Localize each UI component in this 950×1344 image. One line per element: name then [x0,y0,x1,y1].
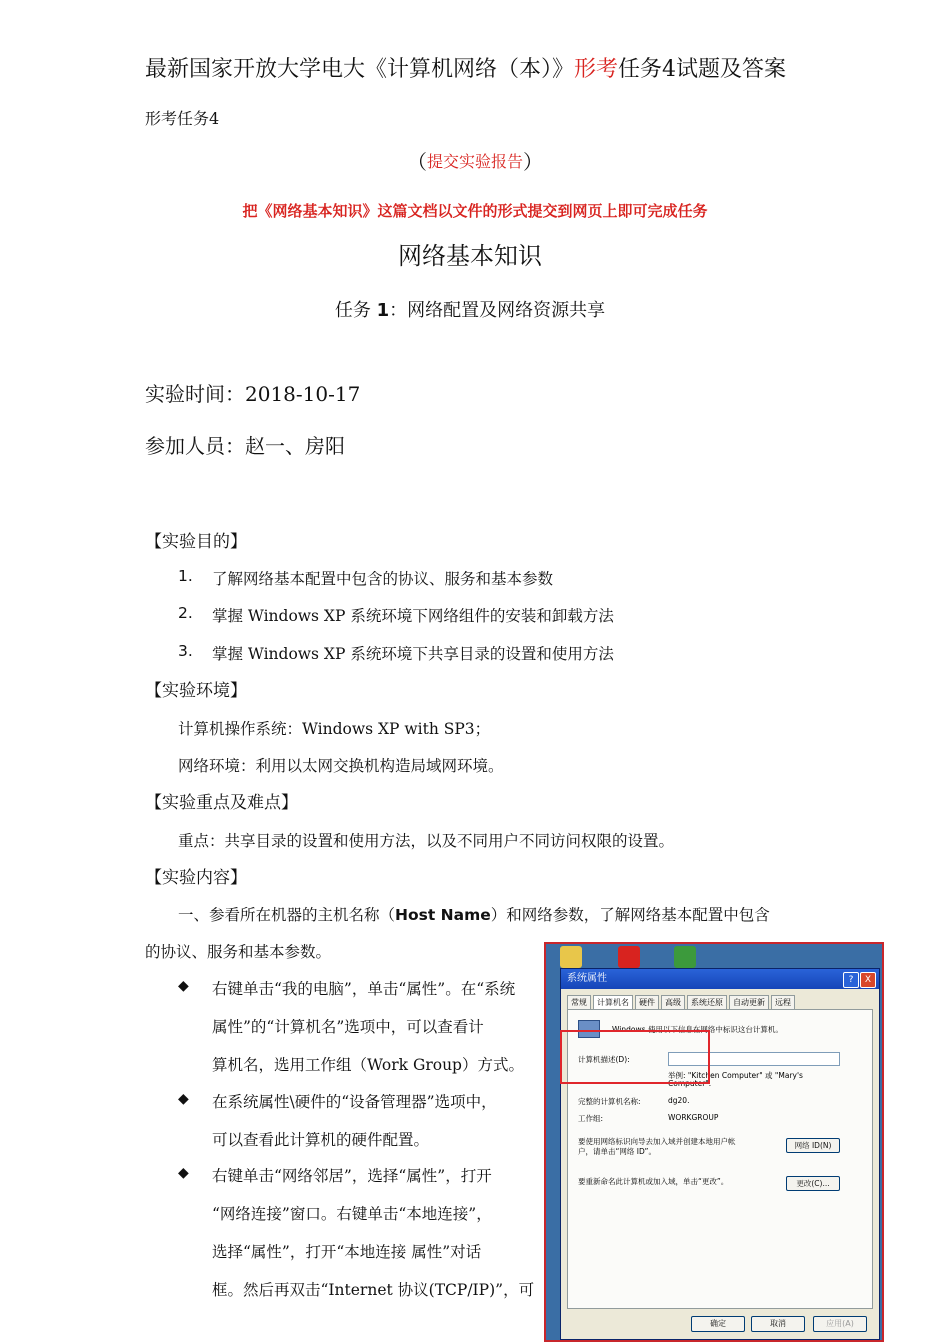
apply-button[interactable]: 应用(A) [813,1316,867,1332]
purpose-text-2: 掌握 Windows XP 系统环境下网络组件的安装和卸载方法 [212,607,614,625]
title-main: 最新国家开放大学电大《计算机网络（本）》 [145,57,575,82]
tab-remote[interactable]: 远程 [771,995,795,1010]
change-button[interactable]: 更改(C)... [786,1176,840,1191]
env-heading: 【实验环境】 [145,681,247,701]
report-open: （ [406,150,427,174]
task-title [0,296,940,322]
bullet-2-line-1: 在系统属性\硬件的“设备管理器”选项中， [212,1093,497,1111]
close-button[interactable]: X [860,972,876,988]
instruction: 把《网络基本知识》这篇文档以文件的形式提交到网页上即可完成任务 [242,202,708,220]
cancel-button[interactable]: 取消 [751,1316,805,1332]
report-label-line [0,146,950,175]
app-icon [618,946,640,968]
bullet-1-line-2: 属性”的“计算机名”选项中，可以查看计 [212,1018,484,1036]
dialog-title: 系统属性 [567,973,607,984]
fullname-label: 完整的计算机名称: [578,1097,641,1106]
key-heading: 【实验重点及难点】 [145,793,298,813]
folder-icon [560,946,582,968]
change-text: 要重新命名此计算机或加入域，单击“更改”。 [578,1177,729,1186]
content-line-2: 的协议、服务和基本参数。 [145,943,332,961]
bullet-3-symbol: ◆ [178,1165,189,1181]
ok-button[interactable]: 确定 [691,1316,745,1332]
key-line: 重点：共享目录的设置和使用方法，以及不同用户不同访问权限的设置。 [178,832,675,850]
env-line-1: 计算机操作系统：Windows XP with SP3； [178,720,491,738]
bullet-3-line-2: “网络连接”窗口。右键单击“本地连接”， [212,1205,492,1223]
dialog-tabs [567,995,795,1010]
content-heading: 【实验内容】 [145,868,247,888]
tab-hardware[interactable]: 硬件 [635,995,659,1010]
tab-system-restore[interactable]: 系统还原 [687,995,727,1010]
purpose-heading: 【实验目的】 [145,532,247,552]
bullet-1-line-1: 右键单击“我的电脑”，单击“属性”。在“系统 [212,980,516,998]
bullet-3-line-1: 右键单击“网络邻居”，选择“属性”，打开 [212,1167,492,1185]
participants: 参加人员：赵一、房阳 [145,434,345,458]
highlight-box [560,1030,710,1084]
report-label: 提交实验报告 [426,152,523,171]
bullet-3-line-4: 框。然后再双击“Internet 协议(TCP/IP)”，可 [212,1281,535,1299]
bullet-3-line-3: 选择“属性”，打开“本地连接 属性”对话 [212,1243,482,1261]
tab-general[interactable]: 常规 [567,995,591,1010]
netid-text-2: 户，请单击“网络 ID”。 [578,1147,656,1156]
network-id-button[interactable]: 网络 ID(N) [786,1138,840,1153]
experiment-time: 实验时间：2018-10-17 [145,382,361,406]
intro-text: Windows 使用以下信息在网络中标识这台计算机。 [612,1025,783,1034]
task-prefix: 任务 [334,300,371,321]
env-line-2: 网络环境：利用以太网交换机构造局域网环境。 [178,757,504,775]
netid-text-1: 要使用网络标识向导去加入域并创建本地用户帐 [578,1137,736,1146]
help-button[interactable]: ? [843,972,859,988]
fullname-value: dg20. [668,1096,690,1105]
title-red: 形考 [574,57,619,82]
dialog-titlebar [561,969,879,989]
bullet-1-line-3: 算机名，选用工作组（Work Group）方式。 [212,1056,524,1074]
purpose-num-1: 1. [178,567,193,585]
system-properties-dialog [560,968,880,1340]
subtitle: 形考任务4 [145,109,220,128]
task-number: 1 [376,300,390,321]
content-line-1-pre: 一、参看所在机器的主机名称（ [178,906,396,924]
tab-computer-name[interactable]: 计算机名 [593,995,633,1010]
purpose-text-1: 了解网络基本配置中包含的协议、服务和基本参数 [212,570,554,588]
bullet-1-symbol: ◆ [178,978,189,994]
purpose-text-3: 掌握 Windows XP 系统环境下共享目录的设置和使用方法 [212,645,614,663]
purpose-num-3: 3. [178,642,193,660]
content-line-1-post: ）和网络参数，了解网络基本配置中包含 [490,906,770,924]
workgroup-label: 工作组: [578,1114,604,1123]
content-line-1-bold: Host Name [395,906,491,924]
report-close: ） [523,150,543,174]
example-text: 举例: "Kitchen Computer" 或 "Mary's [668,1071,803,1080]
desc-label: 计算机描述(D): [578,1055,630,1064]
bullet-2-line-2: 可以查看此计算机的硬件配置。 [212,1131,430,1149]
title-tail: 任务4试题及答案 [618,57,787,82]
example-text-2: Computer". [668,1079,712,1088]
tab-auto-update[interactable]: 自动更新 [729,995,769,1010]
tab-advanced[interactable]: 高级 [661,995,685,1010]
system-properties-screenshot [544,942,884,1342]
app-icon-2 [674,946,696,968]
content-line-1 [178,903,770,925]
workgroup-value: WORKGROUP [668,1113,719,1122]
bullet-2-symbol: ◆ [178,1091,189,1107]
purpose-num-2: 2. [178,604,193,622]
document-title-line [145,52,786,83]
doc-title: 网络基本知识 [398,242,542,270]
task-suffix: ：网络配置及网络资源共享 [389,300,606,321]
